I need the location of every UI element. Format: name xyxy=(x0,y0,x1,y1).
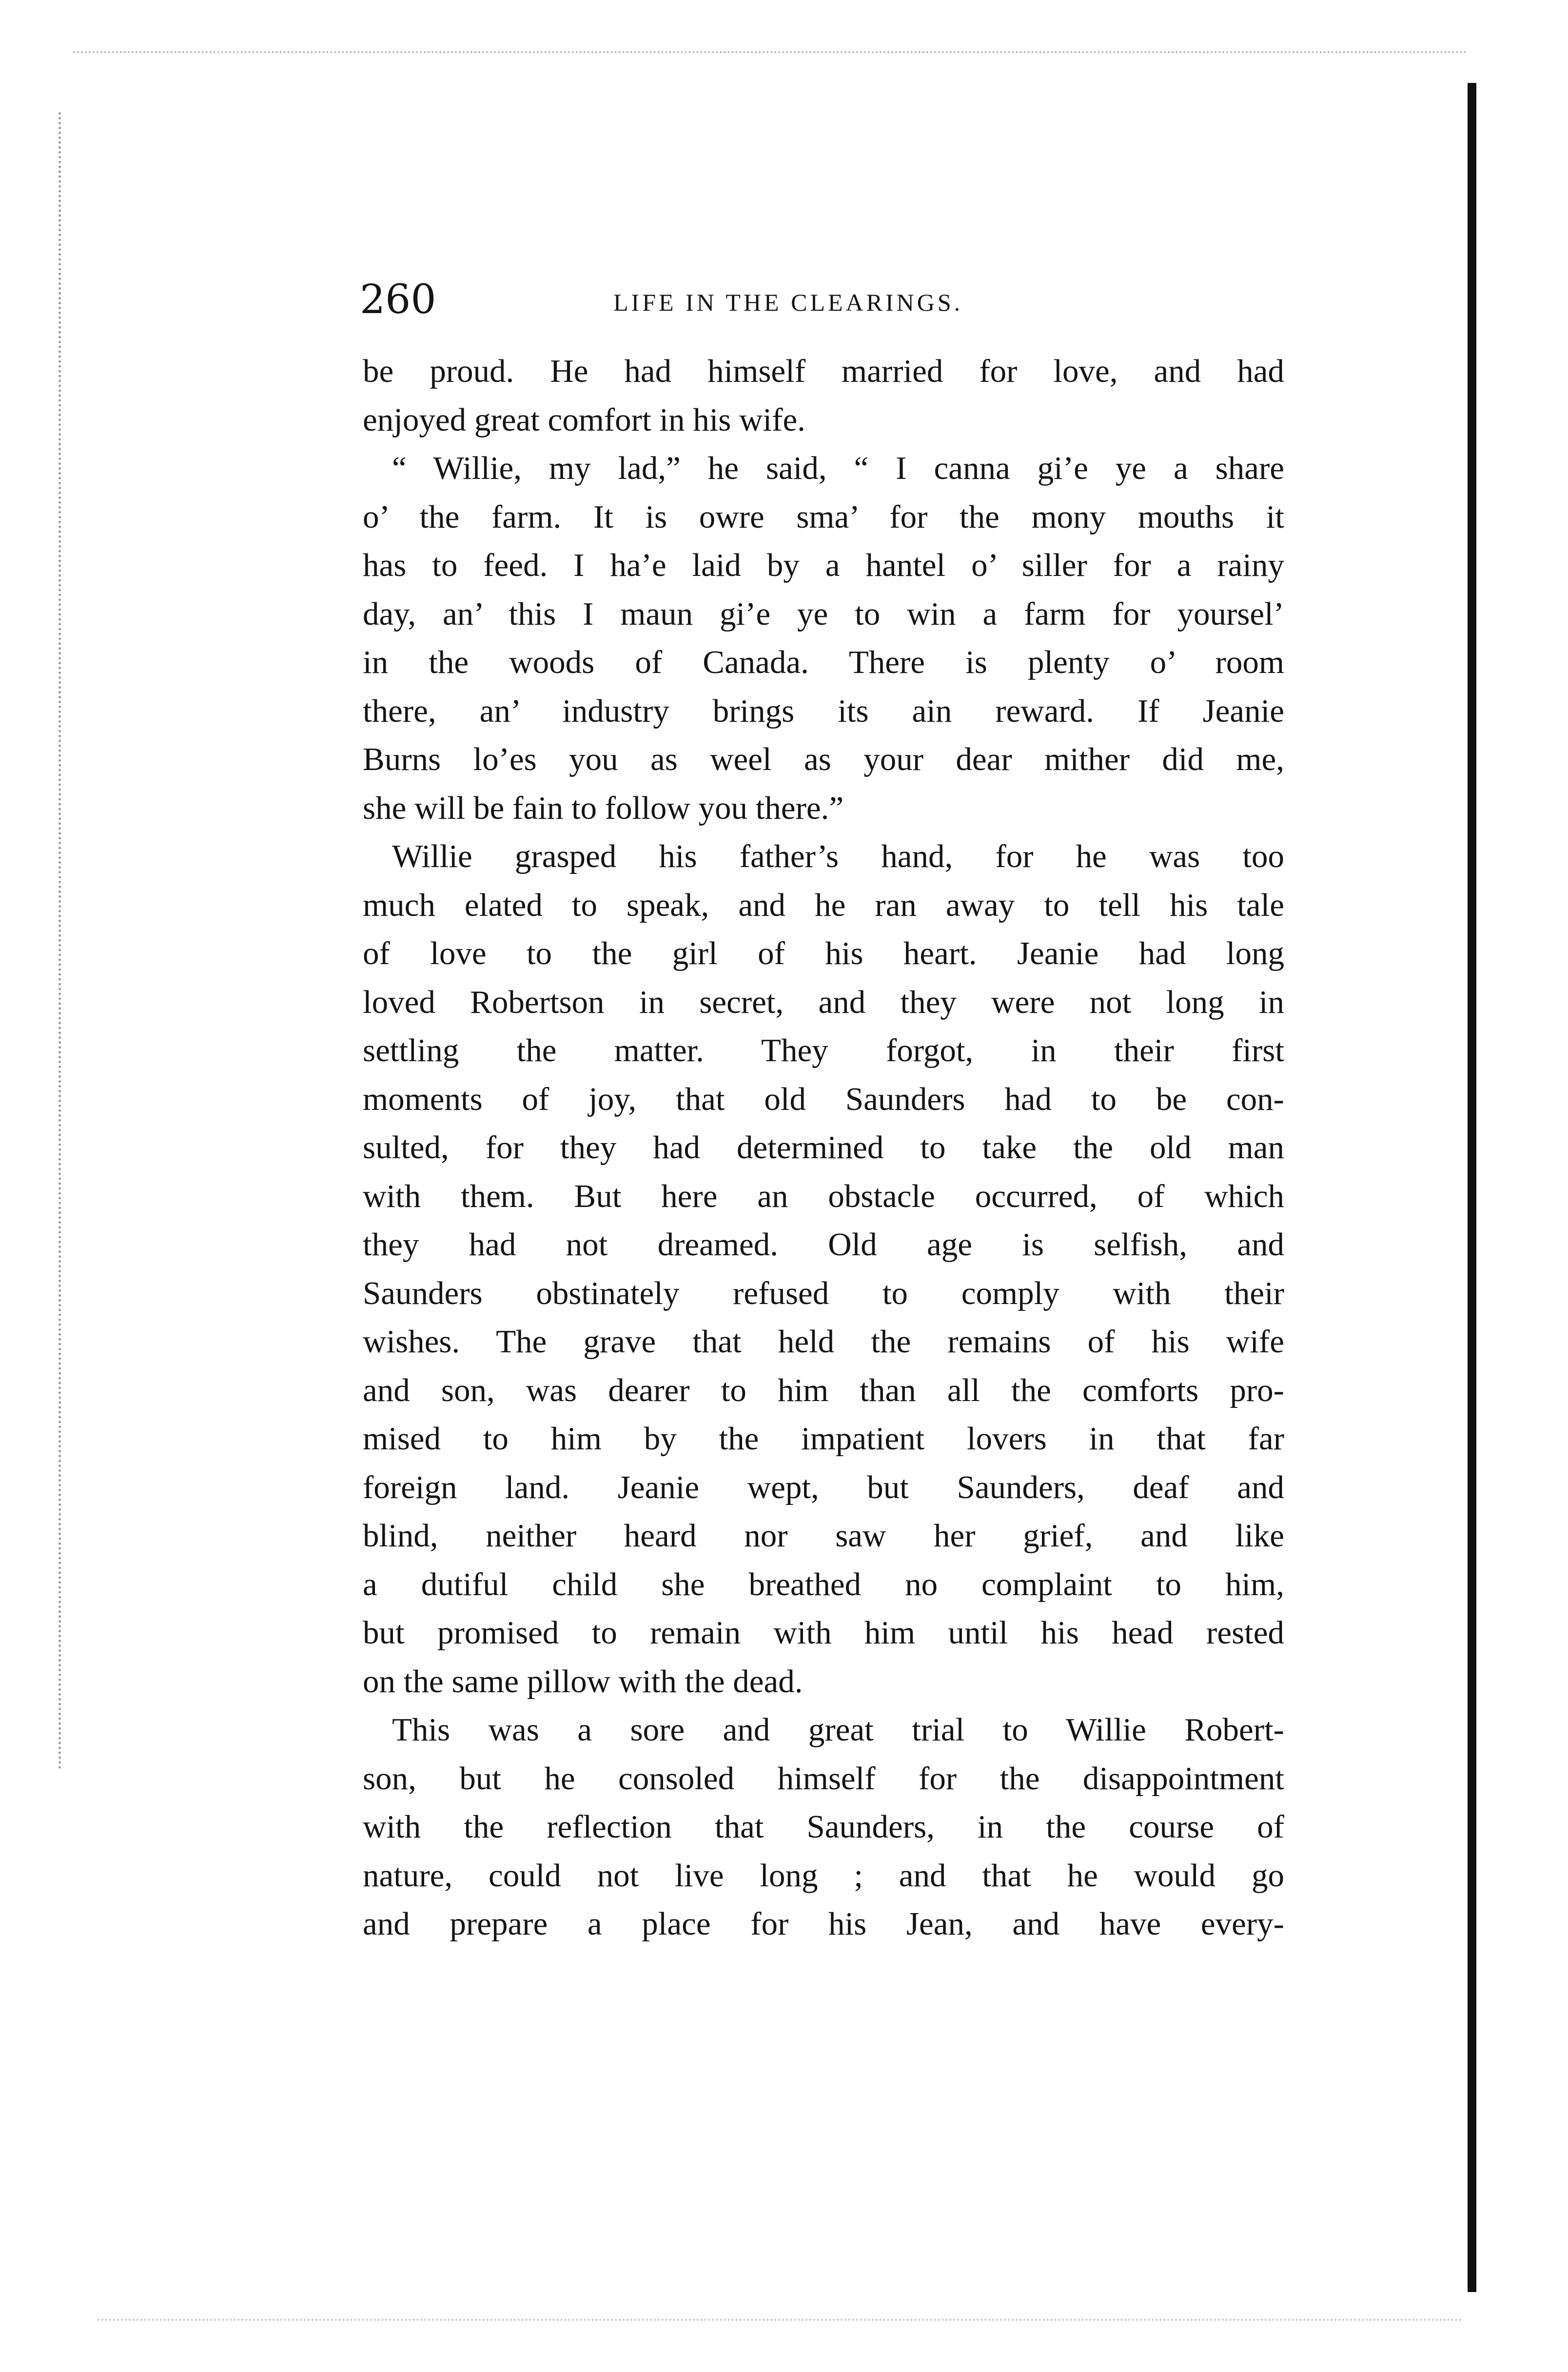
text-line: and prepare a place for his Jean, and have every- xyxy=(363,1906,1284,1942)
text-line: be proud. He had himself married for love, and had xyxy=(363,353,1284,389)
page-header xyxy=(360,273,1286,327)
text-line: wishes. The grave that held the remains of his wife xyxy=(363,1324,1284,1360)
body-text xyxy=(363,347,1284,1949)
text-line: with them. But here an obstacle occurred, of which xyxy=(363,1178,1284,1214)
text-line: sulted, for they had determined to take the old man xyxy=(363,1129,1284,1166)
text-line: in the woods of Canada. There is plenty o’ room xyxy=(363,644,1284,680)
text-line: This was a sore and great trial to Willie Robert- xyxy=(392,1712,1284,1748)
text-line: they had not dreamed. Old age is selfish, and xyxy=(363,1226,1284,1263)
text-line: Willie grasped his father’s hand, for he was too xyxy=(392,838,1284,874)
page-number: 260 xyxy=(360,277,436,323)
text-line: of love to the girl of his heart. Jeanie had long xyxy=(363,935,1284,971)
text-line: on the same pillow with the dead. xyxy=(363,1663,803,1700)
text-line: son, but he consoled himself for the disappointment xyxy=(363,1760,1284,1797)
text-line: nature, could not live long ; and that he would go xyxy=(363,1857,1284,1894)
text-line: there, an’ industry brings its ain reward. If Jeanie xyxy=(363,692,1284,729)
text-line: much elated to speak, and he ran away to tell his tale xyxy=(363,887,1284,923)
text-line: and son, was dearer to him than all the comforts pro- xyxy=(363,1372,1284,1408)
text-line: foreign land. Jeanie wept, but Saunders, deaf and xyxy=(363,1469,1284,1505)
text-line: settling the matter. They forgot, in their first xyxy=(363,1032,1284,1068)
text-line: day, an’ this I maun gi’e ye to win a farm for yoursel’ xyxy=(363,595,1284,632)
text-line: a dutiful child she breathed no complaint to him, xyxy=(363,1566,1284,1602)
text-line: moments of joy, that old Saunders had to be con- xyxy=(363,1081,1284,1117)
running-head: LIFE IN THE CLEARINGS. xyxy=(613,289,963,316)
text-line: she will be fain to follow you there.” xyxy=(363,790,844,826)
page-edge-left xyxy=(59,112,61,1770)
text-line: mised to him by the impatient lovers in that far xyxy=(363,1421,1284,1457)
text-line: Saunders obstinately refused to comply with their xyxy=(363,1275,1284,1311)
text-line: o’ the farm. It is owre sma’ for the mony mouths it xyxy=(363,498,1284,535)
text-line: blind, neither heard nor saw her grief, and like xyxy=(363,1518,1284,1554)
text-line: loved Robertson in secret, and they were not long in xyxy=(363,984,1284,1020)
text-line: Burns lo’es you as weel as your dear mither did me, xyxy=(363,741,1284,777)
binding-edge xyxy=(1468,83,1476,2292)
text-line: has to feed. I ha’e laid by a hantel o’ siller for a rainy xyxy=(363,547,1284,583)
page-edge-top xyxy=(73,51,1468,53)
text-line: with the reflection that Saunders, in the course of xyxy=(363,1809,1284,1845)
text-line: enjoyed great comfort in his wife. xyxy=(363,401,805,438)
text-line: but promised to remain with him until his head rested xyxy=(363,1615,1284,1651)
text-line: “ Willie, my lad,” he said, “ I canna gi’e ye a share xyxy=(392,450,1284,486)
page-edge-bottom xyxy=(98,2319,1463,2321)
